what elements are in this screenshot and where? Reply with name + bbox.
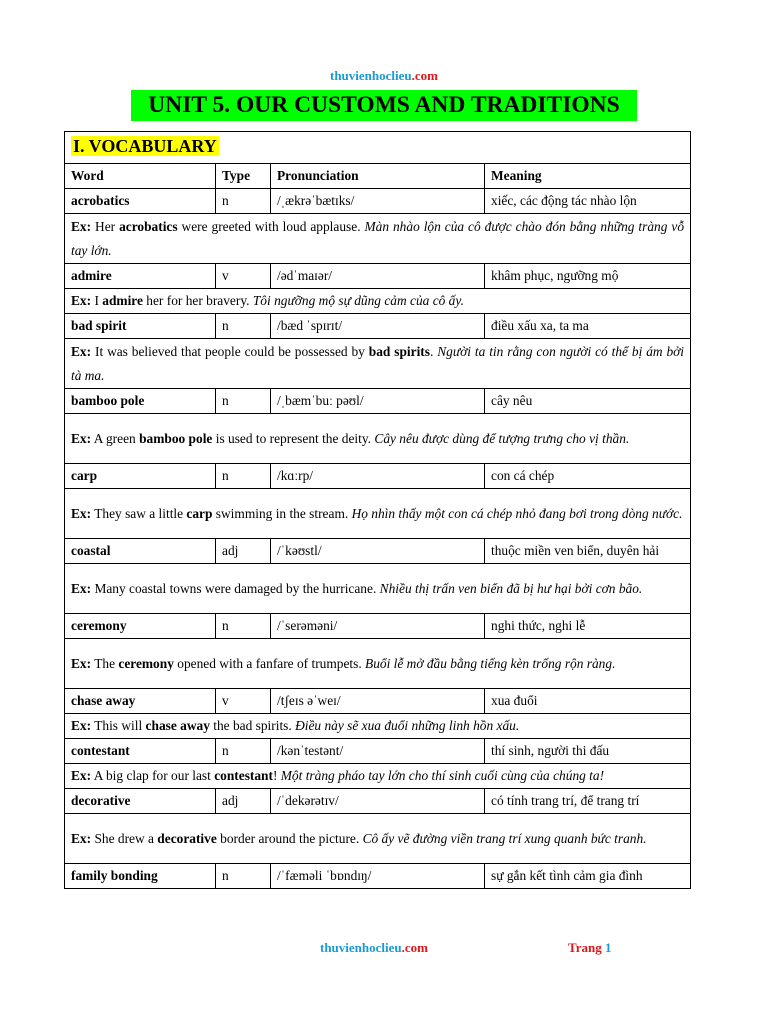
example-cell — [65, 714, 691, 739]
example-keyword: decorative — [157, 830, 217, 846]
meaning-cell: thuộc miền ven biển, duyên hải — [485, 539, 691, 564]
example-text-after: is used to represent the deity. — [212, 430, 375, 446]
example-translation: Cây nêu được dùng để tượng trưng cho vị thần. — [374, 430, 630, 446]
footer-brand-domain: .com — [401, 940, 428, 955]
pronunciation-cell: /ˈfæməli ˈbɒndɪŋ/ — [271, 864, 485, 889]
example-label: Ex: — [71, 343, 92, 359]
example-text-before: This will — [94, 718, 146, 733]
example-text-before: They saw a little — [94, 505, 187, 521]
pronunciation-cell: /ˈkəʊstl/ — [271, 539, 485, 564]
word-cell: ceremony — [65, 614, 216, 639]
example-cell — [65, 214, 691, 264]
example-text-after: the bad spirits. — [209, 718, 296, 733]
vocabulary-table — [64, 131, 691, 889]
example-row — [65, 564, 691, 614]
example-translation: Màn nhào lộn của cô được chào đón bằng những tràng vỗ tay lớn. — [71, 218, 685, 258]
vocabulary-row — [65, 864, 691, 889]
type-cell: n — [216, 314, 271, 339]
example-cell — [65, 339, 691, 389]
column-header-meaning: Meaning — [485, 164, 691, 189]
example-cell — [65, 814, 691, 864]
example-cell — [65, 564, 691, 614]
example-text-before: A big clap for our last — [93, 768, 215, 783]
word-cell: acrobatics — [65, 189, 216, 214]
type-cell: adj — [216, 789, 271, 814]
example-text-after: ! — [272, 768, 281, 783]
example-cell — [65, 414, 691, 464]
word-cell: chase away — [65, 689, 216, 714]
example-row — [65, 339, 691, 389]
example-text-after: opened with a fanfare of trumpets. — [173, 655, 366, 671]
word-cell: coastal — [65, 539, 216, 564]
pronunciation-cell: /kɑːrp/ — [271, 464, 485, 489]
vocabulary-row — [65, 739, 691, 764]
example-label: Ex: — [71, 293, 92, 308]
example-label: Ex: — [71, 430, 92, 446]
example-translation: Người ta tin rằng con người có thể bị ám bởi tà ma. — [71, 343, 685, 383]
example-keyword: bad spirits — [368, 343, 430, 359]
example-text-after: her for her bravery. — [142, 293, 253, 308]
vocabulary-row — [65, 464, 691, 489]
example-row — [65, 764, 691, 789]
example-keyword: admire — [102, 293, 143, 308]
table-header-row — [65, 164, 691, 189]
example-translation: Tôi ngưỡng mộ sự dũng cảm của cô ấy. — [252, 293, 464, 308]
page-label: Trang — [568, 940, 605, 955]
meaning-cell: sự gắn kết tình cảm gia đình — [485, 864, 691, 889]
pronunciation-cell: /bæd ˈspɪrɪt/ — [271, 314, 485, 339]
example-translation: Nhiều thị trấn ven biển đã bị hư hại bởi cơn bão. — [379, 580, 643, 596]
type-cell: v — [216, 264, 271, 289]
example-label: Ex: — [71, 505, 92, 521]
vocabulary-row — [65, 264, 691, 289]
meaning-cell: xua đuổi — [485, 689, 691, 714]
example-cell — [65, 764, 691, 789]
example-label: Ex: — [71, 218, 92, 234]
vocabulary-row — [65, 389, 691, 414]
example-row — [65, 214, 691, 264]
example-translation: Buổi lễ mở đầu bằng tiếng kèn trống rộn ràng. — [365, 655, 616, 671]
meaning-cell: cây nêu — [485, 389, 691, 414]
type-cell: n — [216, 464, 271, 489]
example-keyword: carp — [186, 505, 213, 521]
meaning-cell: thí sinh, người thi đấu — [485, 739, 691, 764]
example-text-before: Many coastal towns were damaged by the hurricane. — [94, 580, 380, 596]
example-translation: Điều này sẽ xua đuổi những linh hồn xấu. — [295, 718, 520, 733]
example-translation: Một tràng pháo tay lớn cho thí sinh cuối cùng của chúng ta! — [280, 768, 605, 783]
site-brand[interactable] — [0, 68, 768, 84]
vocabulary-row — [65, 789, 691, 814]
example-translation: Cô ấy vẽ đường viền trang trí xung quanh bức tranh. — [362, 830, 647, 846]
page-number-value: 1 — [604, 940, 612, 955]
example-text-before: I — [94, 293, 103, 308]
example-keyword: ceremony — [118, 655, 174, 671]
section-heading-cell — [65, 132, 691, 164]
example-text-after: were greeted with loud applause. — [177, 218, 365, 234]
brand-domain: .com — [411, 68, 438, 83]
type-cell: n — [216, 389, 271, 414]
type-cell: n — [216, 614, 271, 639]
example-row — [65, 714, 691, 739]
meaning-cell: con cá chép — [485, 464, 691, 489]
example-text-before: Her — [95, 218, 120, 234]
example-text-before: A green — [93, 430, 140, 446]
pronunciation-cell: /ˈserəməni/ — [271, 614, 485, 639]
vocabulary-row — [65, 689, 691, 714]
example-label: Ex: — [71, 718, 92, 733]
word-cell: family bonding — [65, 864, 216, 889]
vocabulary-row — [65, 314, 691, 339]
page-title: UNIT 5. OUR CUSTOMS AND TRADITIONS — [131, 90, 637, 121]
footer-brand-name: thuvienhoclieu — [320, 940, 402, 955]
example-label: Ex: — [71, 768, 92, 783]
example-text-before: She drew a — [94, 830, 158, 846]
section-title: I. VOCABULARY — [73, 136, 217, 156]
example-row — [65, 639, 691, 689]
page-number — [568, 940, 611, 956]
vocabulary-row — [65, 614, 691, 639]
word-cell: admire — [65, 264, 216, 289]
type-cell: v — [216, 689, 271, 714]
vocabulary-row — [65, 539, 691, 564]
example-label: Ex: — [71, 830, 92, 846]
example-row — [65, 289, 691, 314]
type-cell: n — [216, 189, 271, 214]
word-cell: bad spirit — [65, 314, 216, 339]
example-text-after: . — [429, 343, 438, 359]
example-row — [65, 814, 691, 864]
type-cell: adj — [216, 539, 271, 564]
example-text-after: swimming in the stream. — [212, 505, 352, 521]
example-keyword: chase away — [145, 718, 210, 733]
example-text-before: It was believed that people could be possessed by — [95, 343, 369, 359]
word-cell: decorative — [65, 789, 216, 814]
column-header-type: Type — [216, 164, 271, 189]
pronunciation-cell: /ədˈmaɪər/ — [271, 264, 485, 289]
meaning-cell: điều xấu xa, ta ma — [485, 314, 691, 339]
type-cell: n — [216, 739, 271, 764]
meaning-cell: khâm phục, ngưỡng mộ — [485, 264, 691, 289]
page-footer — [0, 940, 768, 958]
example-text-after: border around the picture. — [216, 830, 363, 846]
footer-brand[interactable] — [320, 940, 428, 956]
example-translation: Họ nhìn thấy một con cá chép nhỏ đang bơi trong dòng nước. — [351, 505, 683, 521]
pronunciation-cell: /tʃeɪs əˈweɪ/ — [271, 689, 485, 714]
example-text-before: The — [94, 655, 119, 671]
example-row — [65, 414, 691, 464]
meaning-cell: có tính trang trí, để trang trí — [485, 789, 691, 814]
pronunciation-cell: /ˌækrəˈbætɪks/ — [271, 189, 485, 214]
column-header-word: Word — [65, 164, 216, 189]
example-cell — [65, 489, 691, 539]
pronunciation-cell: /kənˈtestənt/ — [271, 739, 485, 764]
meaning-cell: xiếc, các động tác nhào lộn — [485, 189, 691, 214]
word-cell: bamboo pole — [65, 389, 216, 414]
column-header-pronunciation: Pronunciation — [271, 164, 485, 189]
example-keyword: bamboo pole — [139, 430, 213, 446]
example-keyword: acrobatics — [119, 218, 178, 234]
example-row — [65, 489, 691, 539]
example-label: Ex: — [71, 580, 92, 596]
pronunciation-cell: /ˌbæmˈbuː pəʊl/ — [271, 389, 485, 414]
word-cell: contestant — [65, 739, 216, 764]
pronunciation-cell: /ˈdekərətɪv/ — [271, 789, 485, 814]
example-cell — [65, 289, 691, 314]
example-label: Ex: — [71, 655, 92, 671]
type-cell: n — [216, 864, 271, 889]
example-cell — [65, 639, 691, 689]
vocabulary-row — [65, 189, 691, 214]
brand-name: thuvienhoclieu — [330, 68, 412, 83]
meaning-cell: nghi thức, nghi lễ — [485, 614, 691, 639]
example-keyword: contestant — [214, 768, 273, 783]
word-cell: carp — [65, 464, 216, 489]
